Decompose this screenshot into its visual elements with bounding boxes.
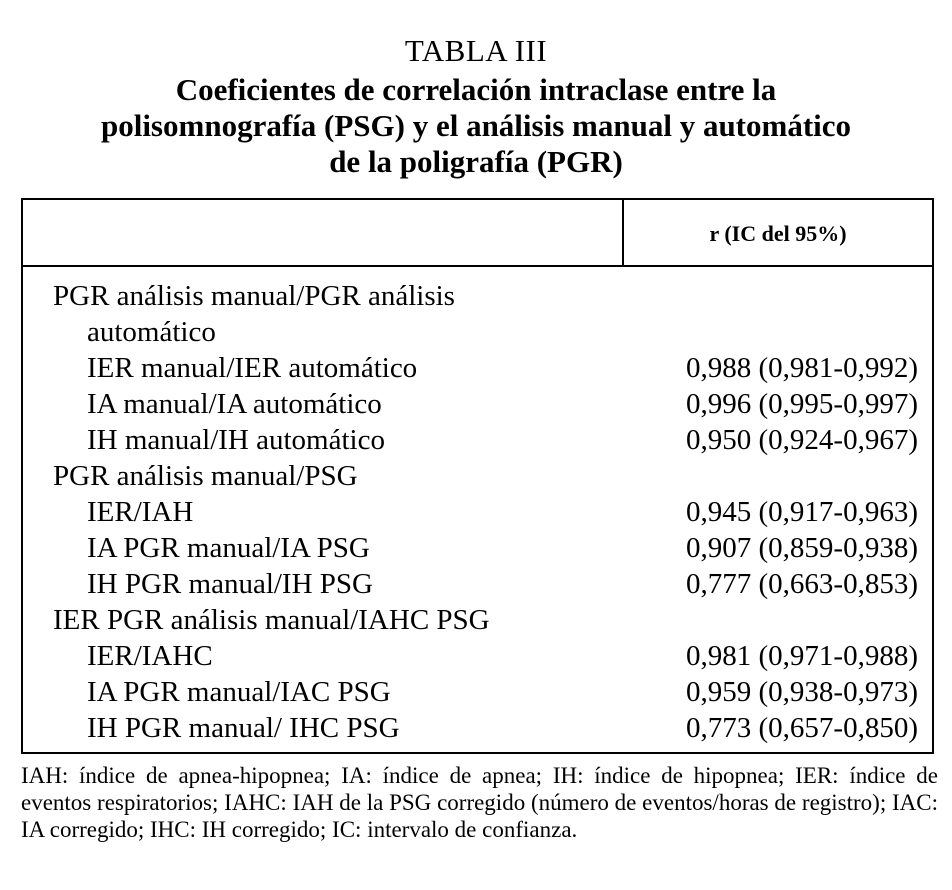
row-label: IH manual/IH automático — [87, 424, 385, 456]
caption-line-3: de la poligrafía (PGR) — [329, 144, 623, 179]
row-label: PGR análisis manual/PGR análisis — [53, 280, 455, 312]
row-label: IER/IAH — [87, 496, 194, 528]
row-value: 0,950 (0,924-0,967) — [686, 424, 918, 456]
row-label: IER/IAHC — [87, 640, 213, 672]
table-row — [23, 566, 932, 602]
row-value: 0,981 (0,971-0,988) — [686, 640, 918, 672]
row-value: 0,907 (0,859-0,938) — [686, 532, 918, 564]
caption-line-1: Coeficientes de correlación intraclase entre la — [175, 72, 777, 107]
row-value: 0,777 (0,663-0,853) — [686, 568, 918, 600]
row-label: IER manual/IER automático — [87, 352, 418, 384]
table-row — [23, 458, 932, 494]
table-row — [23, 710, 932, 746]
row-label: PGR análisis manual/PSG — [53, 460, 358, 492]
table-row — [23, 386, 932, 422]
table-row — [23, 314, 932, 350]
correlation-table — [21, 198, 934, 754]
row-label: IER PGR análisis manual/IAHC PSG — [53, 604, 490, 636]
table-header-row — [23, 200, 932, 267]
table-footnote: IAH: índice de apnea-hipopnea; IA: índice de apnea; IH: índice de hipopnea; IER: índice de eventos respiratorios; IAHC: IAH de la PSG corregido (número de eventos/horas de registro); IAC: IA corregido; IHC: IH corregido; IC: intervalo de confianza. — [21, 763, 938, 842]
table-row — [23, 494, 932, 530]
table-row — [23, 638, 932, 674]
row-value: 0,773 (0,657-0,850) — [686, 712, 918, 744]
row-label: IA PGR manual/IA PSG — [87, 532, 370, 564]
row-label: IA manual/IA automático — [87, 388, 382, 420]
column-header-ci: r (IC del 95%) — [709, 221, 847, 246]
row-label: IH PGR manual/IH PSG — [87, 568, 373, 600]
row-label: automático — [87, 316, 216, 348]
table-row — [23, 278, 932, 314]
table-body — [23, 278, 932, 746]
table-row — [23, 350, 932, 386]
row-value: 0,959 (0,938-0,973) — [686, 676, 918, 708]
table-caption — [20, 72, 932, 180]
table-label: TABLA III — [404, 33, 548, 68]
table-row — [23, 530, 932, 566]
row-label: IA PGR manual/IAC PSG — [87, 676, 391, 708]
table-row — [23, 602, 932, 638]
row-value: 0,996 (0,995-0,997) — [686, 388, 918, 420]
caption-line-2: polisomnografía (PSG) y el análisis manual y automático — [100, 108, 852, 143]
row-value: 0,988 (0,981-0,992) — [686, 352, 918, 384]
row-label: IH PGR manual/ IHC PSG — [87, 712, 400, 744]
table-row — [23, 674, 932, 710]
row-value: 0,945 (0,917-0,963) — [686, 496, 918, 528]
table-row — [23, 422, 932, 458]
